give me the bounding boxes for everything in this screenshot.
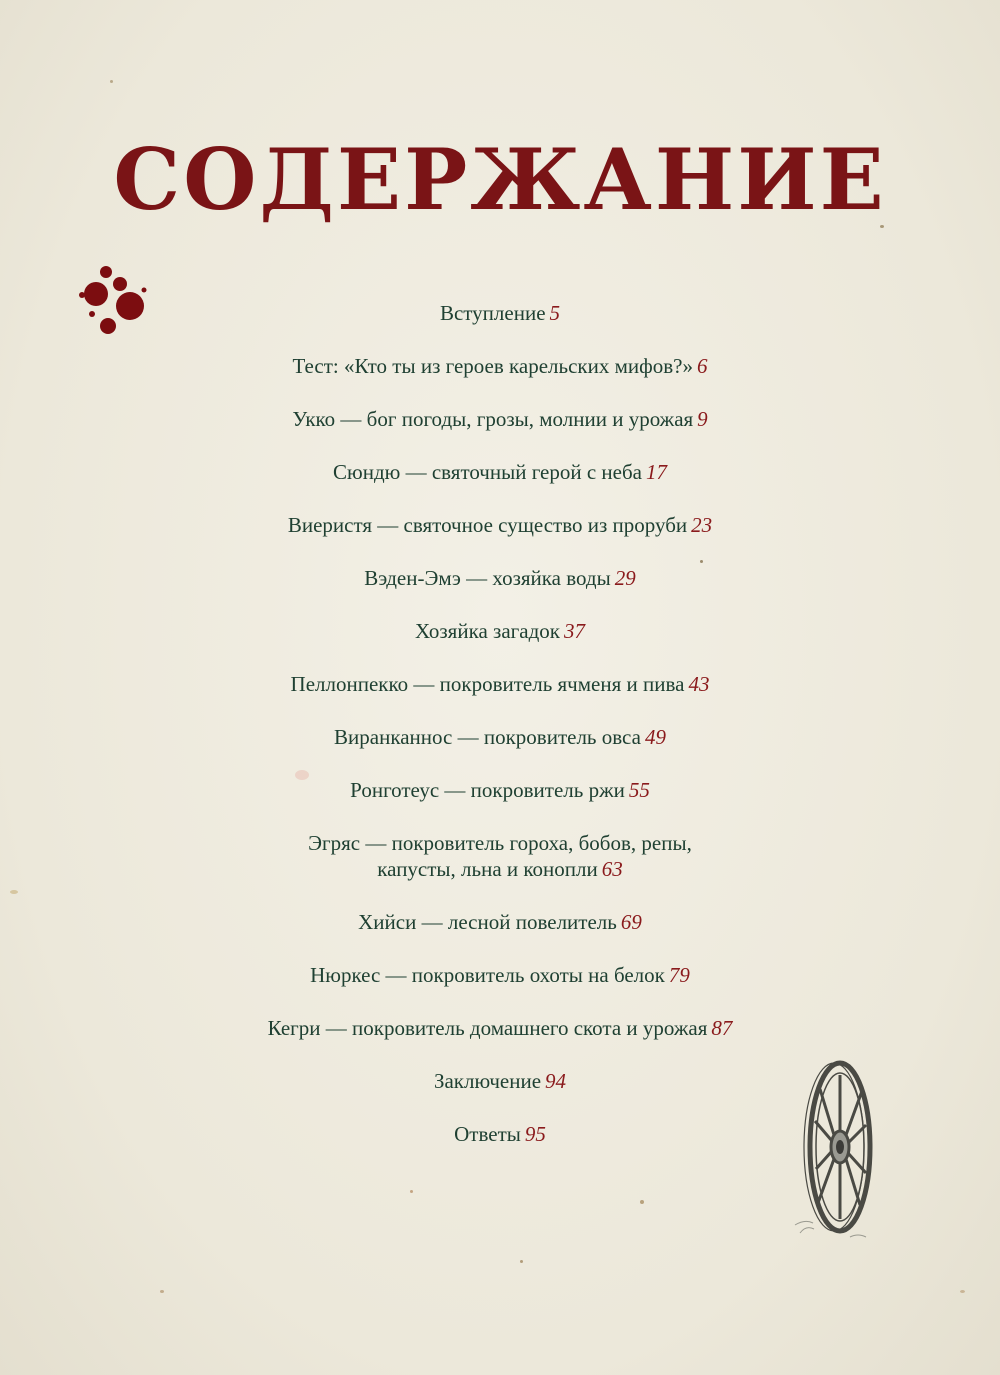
- cart-wheel-icon: [790, 1055, 880, 1245]
- toc-entry-page: 94: [545, 1069, 567, 1093]
- toc-entry[interactable]: [0, 777, 1000, 803]
- toc-entry-title: Ответы: [454, 1122, 521, 1146]
- page-title: СОДЕРЖАНИЕ: [113, 130, 887, 229]
- toc-entry[interactable]: [0, 618, 1000, 644]
- toc-entry-title: Хозяйка загадок: [415, 619, 560, 643]
- toc-entry[interactable]: [0, 459, 1000, 485]
- toc-entry-title: Виеристя — святочное существо из проруби: [287, 513, 688, 537]
- toc-entry-title: Нюркес — покровитель охоты на белок: [310, 963, 665, 987]
- toc-entry-title: Хийси — лесной повелитель: [358, 910, 617, 934]
- toc-entry-page: 49: [644, 725, 666, 749]
- toc-entry-page: 29: [614, 566, 636, 590]
- toc-entry-page: 69: [620, 910, 642, 934]
- paper-speck: [520, 1260, 523, 1263]
- toc-entry[interactable]: [0, 909, 1000, 935]
- toc-entry-title: Вступление: [439, 301, 546, 325]
- table-of-contents: [0, 300, 1000, 1174]
- toc-entry-page: 6: [697, 354, 708, 378]
- toc-entry-page: 43: [688, 672, 710, 696]
- toc-entry-title: Эгряс — покровитель гороха, бобов, репы,: [308, 831, 692, 855]
- toc-entry-title: Заключение: [433, 1069, 542, 1093]
- toc-entry-title: Тест: «Кто ты из героев карельских мифов?»: [292, 354, 693, 378]
- toc-entry-page: 5: [549, 301, 561, 325]
- toc-entry-title: Сюндю — святочный герой с неба: [333, 460, 642, 484]
- toc-entry[interactable]: [0, 565, 1000, 591]
- toc-entry-title-continued: капусты, льна и конопли: [377, 857, 598, 881]
- toc-entry-title: Пеллонпекко — покровитель ячменя и пива: [290, 672, 685, 696]
- toc-entry-page: 23: [691, 513, 713, 537]
- toc-entry[interactable]: [0, 830, 1000, 882]
- toc-entry[interactable]: [0, 962, 1000, 988]
- toc-entry-title: Виранканнос — покровитель овса: [334, 725, 641, 749]
- toc-entry[interactable]: [0, 353, 1000, 379]
- toc-entry[interactable]: [0, 1015, 1000, 1041]
- toc-entry-title: Вэден-Эмэ — хозяйка воды: [364, 566, 611, 590]
- toc-entry[interactable]: [0, 512, 1000, 538]
- paper-speck: [960, 1290, 965, 1293]
- paper-speck: [160, 1290, 164, 1293]
- paper-speck: [110, 80, 113, 83]
- paper-speck: [640, 1200, 644, 1204]
- toc-entry-title: Укко — бог погоды, грозы, молнии и урожая: [292, 407, 694, 431]
- toc-entry[interactable]: [0, 406, 1000, 432]
- toc-entry-page: 63: [601, 857, 623, 881]
- toc-entry-page: 95: [524, 1122, 546, 1146]
- toc-entry[interactable]: [0, 671, 1000, 697]
- toc-entry-page: 17: [645, 460, 667, 484]
- toc-entry-page: 55: [628, 778, 650, 802]
- toc-entry-title: Кегри — покровитель домашнего скота и урожая: [267, 1016, 708, 1040]
- toc-entry-page: 79: [668, 963, 690, 987]
- toc-entry-title: Ронготеус — покровитель ржи: [350, 778, 625, 802]
- toc-entry-page: 37: [563, 619, 585, 643]
- paper-speck: [410, 1190, 413, 1193]
- toc-entry[interactable]: [0, 724, 1000, 750]
- toc-entry[interactable]: [0, 300, 1000, 326]
- toc-entry-page: 87: [711, 1016, 733, 1040]
- toc-entry-page: 9: [697, 407, 708, 431]
